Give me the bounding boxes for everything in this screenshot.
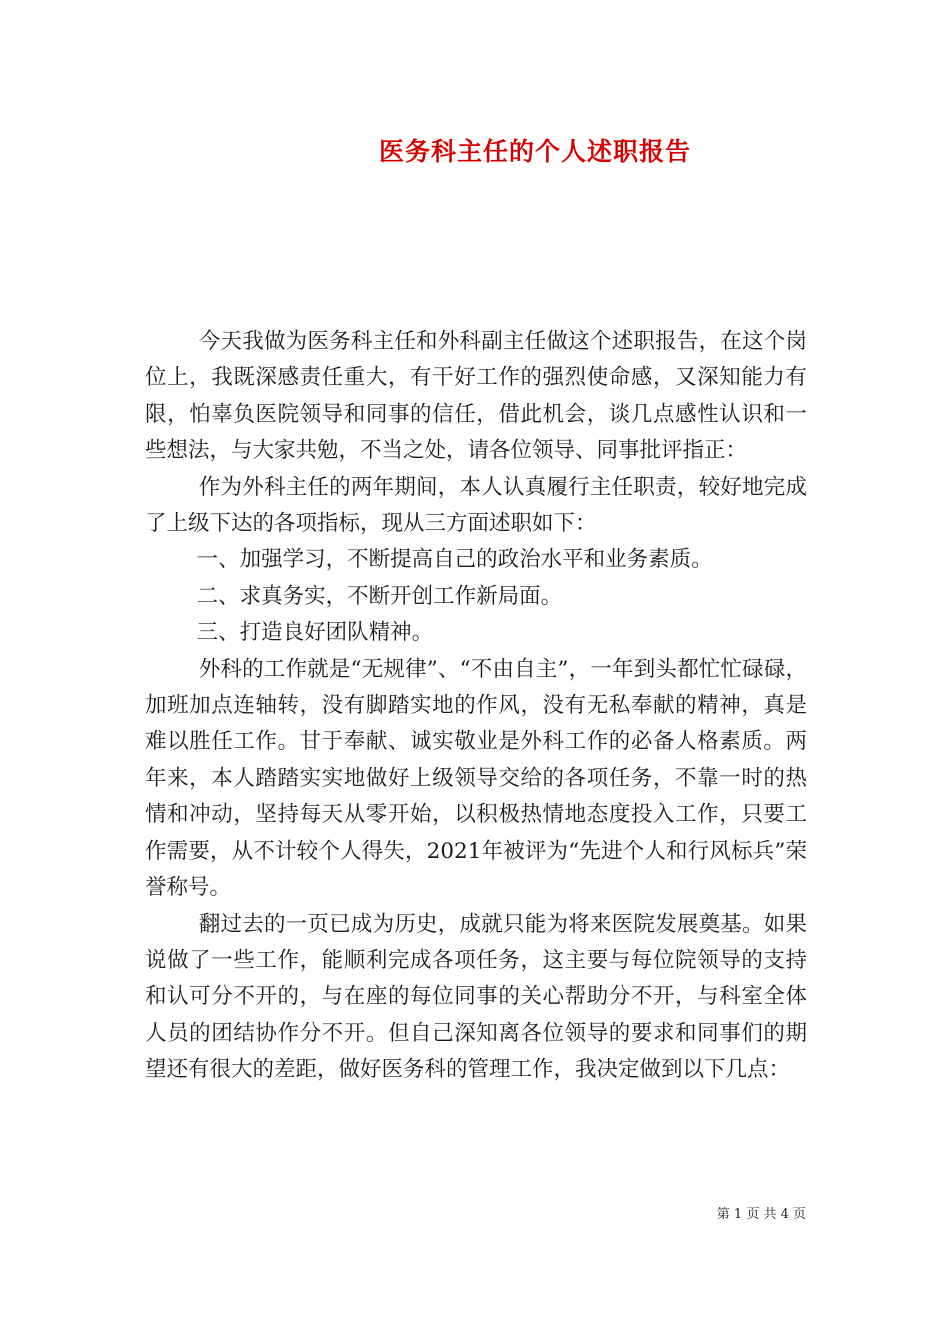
list-item: 三、打造良好团队精神。 — [196, 620, 434, 646]
paragraph-overview: 作为外科主任的两年期间，本人认真履行主任职责，较好地完成了上级下达的各项指标，现从三方面述职如下： — [145, 474, 807, 537]
document-body — [145, 324, 807, 1089]
list-item: 二、求真务实，不断开创工作新局面。 — [196, 583, 563, 609]
paragraph-future: 翻过去的一页已成为历史，成就只能为将来医院发展奠基。如果说做了一些工作，能顺利完成各项任务，这主要与每位院领导的支持和认可分不开的，与在座的每位同事的关心帮助分不开，与科室全体人员的团结协作分不开。但自己深知离各位领导的要求和同事们的期望还有很大的差距，做好医务科的管理工作，我决定做到以下几点： — [145, 911, 807, 1083]
list-item: 一、加强学习，不断提高自己的政治水平和业务素质。 — [196, 547, 713, 573]
page-number-footer: 第 1 页 共 4 页 — [716, 1207, 806, 1222]
paragraph-surgery-work: 外科的工作就是“无规律”、“不由自主”，一年到头都忙忙碌碌，加班加点连轴转，没有脚踏实地的作风，没有无私奉献的精神，真是难以胜任工作。甘于奉献、诚实敬业是外科工作的必备人格素质。两年来，本人踏踏实实地做好上级领导交给的各项任务，不靠一时的热情和冲动，坚持每天从零开始，以积极热情地态度投入工作，只要工作需要，从不计较个人得失，2021年被评为“先进个人和行风标兵”荣誉称号。 — [145, 656, 807, 901]
document-title: 医务科主任的个人述职报告 — [378, 137, 691, 166]
paragraph-intro: 今天我做为医务科主任和外科副主任做这个述职报告，在这个岗位上，我既深感责任重大，有干好工作的强烈使命感，又深知能力有限，怕辜负医院领导和同事的信任，借此机会，谈几点感性认识和一些想法，与大家共勉，不当之处，请各位领导、同事批评指正： — [145, 329, 807, 464]
